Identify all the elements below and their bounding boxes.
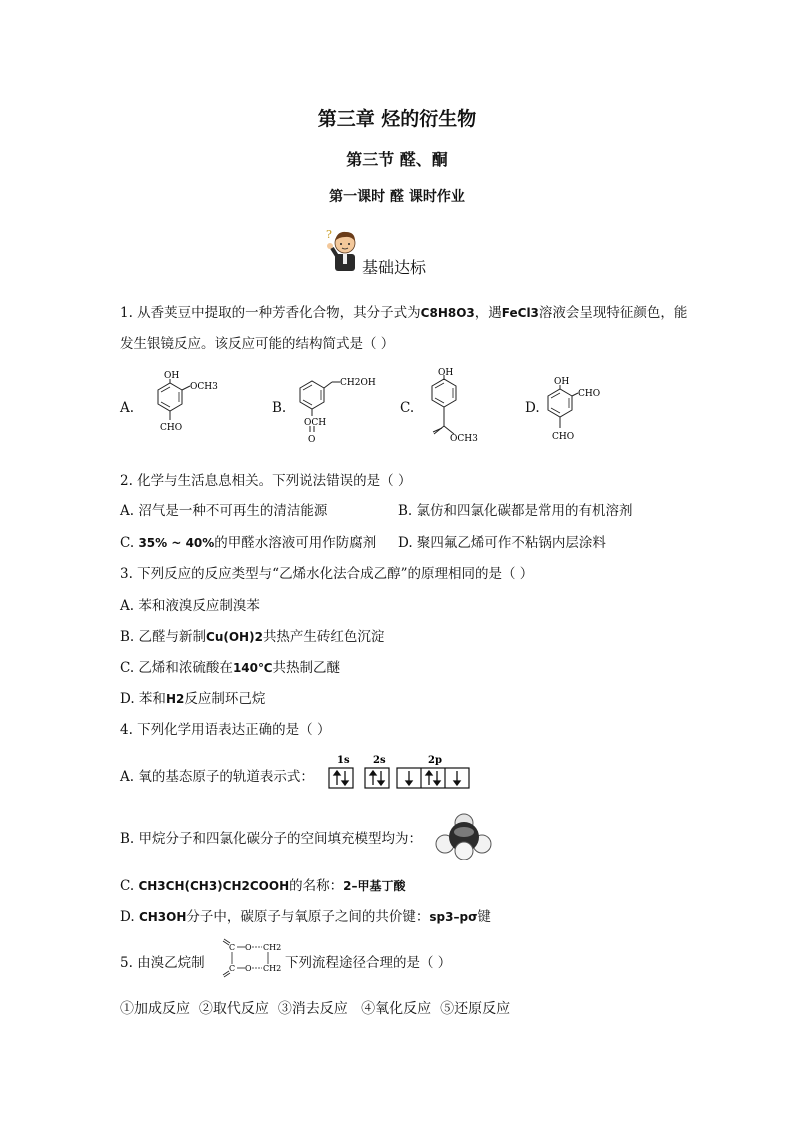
q1-option-d: D. <box>525 400 540 416</box>
struct-a-cho: CHO <box>160 423 183 433</box>
q5-struct-o1: O <box>245 943 252 952</box>
orbital-diagram <box>326 752 476 792</box>
structure-a <box>138 368 218 448</box>
structure-c <box>418 366 498 448</box>
q3-d-text: 反应制环己烷 <box>184 691 266 707</box>
lesson-title: 第一课时 醛 课时作业 <box>329 189 465 205</box>
q1-option-b: B. <box>272 400 287 416</box>
orbital-label-2p: 2p <box>428 755 442 766</box>
q3-c-prefix: C. 乙烯和浓硫酸在 <box>120 660 233 676</box>
q3-d-prefix: D. 苯和 <box>120 691 166 707</box>
struct-b-ch2oh: CH2OH <box>340 378 376 388</box>
q4-d-mid: 分子中，碳原子与氧原子之间的共价键： <box>186 909 430 925</box>
q1-text-a: 1. 从香荚豆中提取的一种芳香化合物，其分子式为 <box>120 305 421 321</box>
q5-structure <box>218 933 286 979</box>
q1-option-c: C. <box>400 400 415 416</box>
q5-struct-ch2-1: CH2 <box>263 943 282 952</box>
q4-d-prefix: D. <box>120 909 139 925</box>
q3-option-b <box>120 625 384 645</box>
q4-c-name: 2–甲基丁酸 <box>343 879 406 893</box>
q3-option-d <box>120 687 265 707</box>
q2-stem: 2. 化学与生活息息相关。下列说法错误的是（ ） <box>120 473 412 489</box>
struct-c-och3: OCH3 <box>450 434 478 444</box>
q4-c-chem: CH3CH(CH3)CH2COOH <box>138 879 290 893</box>
q5-struct-c1: C <box>229 943 236 952</box>
q4-option-b: B. 甲烷分子和四氯化碳分子的空间填充模型均为： <box>120 831 423 847</box>
structure-d <box>540 372 620 448</box>
q1-formula: C8H8O3 <box>420 306 475 320</box>
q4-d-chem: CH3OH <box>138 910 187 924</box>
q4-d-bond: sp3–pσ <box>429 910 478 924</box>
struct-b-o: O <box>308 435 316 445</box>
choice-2: ②取代反应 <box>198 1001 269 1017</box>
struct-d-oh: OH <box>554 377 570 387</box>
q1-option-a: A. <box>120 400 135 416</box>
q1-stem-line1 <box>120 301 687 321</box>
q2-option-c <box>120 531 376 551</box>
q5-stem-prefix: 5. 由溴乙烷制 <box>120 955 205 971</box>
q4-stem: 4. 下列化学用语表达正确的是（ ） <box>120 722 331 738</box>
choice-5: ⑤还原反应 <box>440 1001 511 1017</box>
q3-option-a: A. 苯和液溴反应制溴苯 <box>120 598 260 614</box>
q5-struct-c2: C <box>229 964 236 973</box>
structure-b <box>288 368 388 448</box>
struct-c-oh: OH <box>438 368 454 378</box>
q2-c-number: 35% ~ 40% <box>138 536 215 550</box>
q3-b-chem: Cu(OH)2 <box>206 630 263 644</box>
choice-3: ③消去反应 <box>277 1001 348 1017</box>
q3-stem: 3. 下列反应的反应类型与“乙烯水化法合成乙醇”的原理相同的是（ ） <box>120 566 534 582</box>
q2-option-d: D. 聚四氟乙烯可作不粘锅内层涂料 <box>398 535 606 551</box>
struct-d-cho-bottom: CHO <box>552 432 575 442</box>
q5-choices <box>120 998 510 1018</box>
struct-b-och: OCH <box>304 418 327 428</box>
q4-d-post: 键 <box>477 909 491 925</box>
q4-option-a: A. 氧的基态原子的轨道表示式： <box>120 769 314 785</box>
student-mascot-icon <box>324 226 364 272</box>
q4-option-d <box>120 905 491 925</box>
space-filling-model <box>434 810 494 860</box>
q4-option-c <box>120 874 405 894</box>
q2-c-text: 的甲醛水溶液可用作防腐剂 <box>214 535 377 551</box>
q2-option-a: A. 沼气是一种不可再生的清洁能源 <box>120 503 328 519</box>
struct-d-cho-top: CHO <box>578 389 601 399</box>
section-label: 基础达标 <box>362 258 427 277</box>
choice-1: ①加成反应 <box>120 1001 190 1017</box>
orbital-label-2s: 2s <box>373 755 386 766</box>
section-title: 第三节 醛、酮 <box>346 150 448 169</box>
q5-struct-o2: O <box>245 964 252 973</box>
q3-d-chem: H2 <box>165 692 185 706</box>
q5-struct-ch2-2: CH2 <box>263 964 282 973</box>
chapter-title: 第三章 烃的衍生物 <box>317 108 477 130</box>
choice-4: ④氧化反应 <box>361 1001 432 1017</box>
q3-c-chem: 140℃ <box>232 661 273 675</box>
q3-option-c <box>120 656 340 676</box>
q5-stem-suffix: 下列流程途径合理的是（ ） <box>285 955 452 971</box>
q2-option-b: B. 氯仿和四氯化碳都是常用的有机溶剂 <box>398 503 633 519</box>
q2-c-prefix: C. <box>120 535 139 551</box>
q4-c-prefix: C. <box>120 878 139 894</box>
q3-c-text: 共热制乙醚 <box>272 660 341 676</box>
q1-reagent: FeCl3 <box>501 306 539 320</box>
q4-c-mid: 的名称： <box>289 878 344 894</box>
svg-text:?: ? <box>326 228 332 241</box>
q1-stem-line2: 发生银镜反应。该反应可能的结构简式是（ ） <box>120 336 395 352</box>
q1-text-b: ，遇 <box>474 305 502 321</box>
struct-a-och3: OCH3 <box>190 382 218 392</box>
struct-a-oh: OH <box>164 371 180 381</box>
q3-b-prefix: B. 乙醛与新制 <box>120 629 207 645</box>
q1-text-c: 溶液会呈现特征颜色，能 <box>538 305 688 321</box>
orbital-label-1s: 1s <box>337 755 350 766</box>
q3-b-text: 共热产生砖红色沉淀 <box>262 629 385 645</box>
